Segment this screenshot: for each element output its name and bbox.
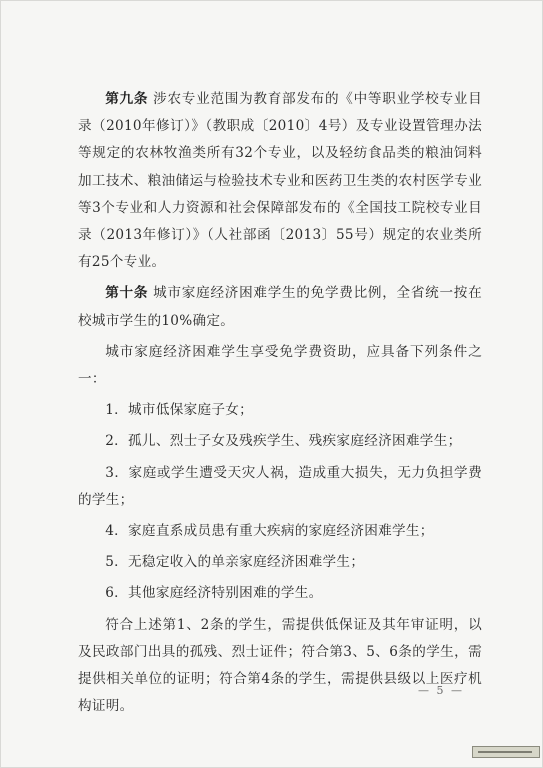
- scanner-watermark: [472, 746, 540, 758]
- condition-5: [78, 549, 482, 576]
- conditions-intro-paragraph: [78, 339, 482, 393]
- proof-requirements-paragraph: [78, 612, 482, 721]
- article-10-label: 第十条: [105, 285, 149, 302]
- condition-5-text: 5．无稳定收入的单亲家庭经济困难学生；: [105, 554, 365, 571]
- article-10-paragraph: [78, 280, 482, 334]
- page-number: — 5 —: [418, 684, 464, 697]
- conditions-intro-text: 城市家庭经济困难学生享受免学费资助，应具备下列条件之一：: [78, 343, 482, 388]
- condition-3: [78, 460, 482, 514]
- condition-1: [78, 397, 482, 424]
- condition-2-text: 2．孤儿、烈士子女及残疾学生、残疾家庭经济困难学生；: [105, 433, 462, 450]
- article-9-label: 第九条: [105, 91, 149, 107]
- condition-2: [78, 428, 482, 455]
- article-9-paragraph: [78, 86, 482, 276]
- condition-4-text: 4．家庭直系成员患有重大疾病的家庭经济困难学生；: [105, 523, 434, 540]
- condition-4: [78, 518, 482, 545]
- condition-3-text: 3．家庭或学生遭受天灾人祸，造成重大损失，无力负担学费的学生；: [78, 464, 482, 508]
- proof-requirements-text: 符合上述第1、2条的学生，需提供低保证及其年审证明，以及民政部门出具的孤残、烈士证件；符合第3、5、6条的学生，需提供相关单位的证明；符合第4条的学生，需提供县级以上医疗机构证明。: [78, 616, 482, 715]
- condition-6: [78, 580, 482, 607]
- condition-6-text: 6．其他家庭经济特别困难的学生。: [105, 585, 323, 602]
- article-10-text: 城市家庭经济困难学生的免学费比例，全省统一按在校城市学生的10%确定。: [78, 285, 482, 329]
- document-body: [78, 86, 482, 724]
- condition-1-text: 1．城市低保家庭子女；: [105, 402, 254, 419]
- article-9-text: 涉农专业范围为教育部发布的《中等职业学校专业目录（2010年修订）》（教职成〔2010〕4号）及专业设置管理办法等规定的农林牧渔类所有32个专业，以及轻纺食品类的粮油饲料加工技术、粮油储运与检验技术专业和医药卫生类的农村医学专业等3个专业和人力资源和社会保障部发布的《全国技工院校专业目录（2013年修订）》（人社部函〔2013〕55号）规定的农业类所有25个专业。: [78, 91, 482, 271]
